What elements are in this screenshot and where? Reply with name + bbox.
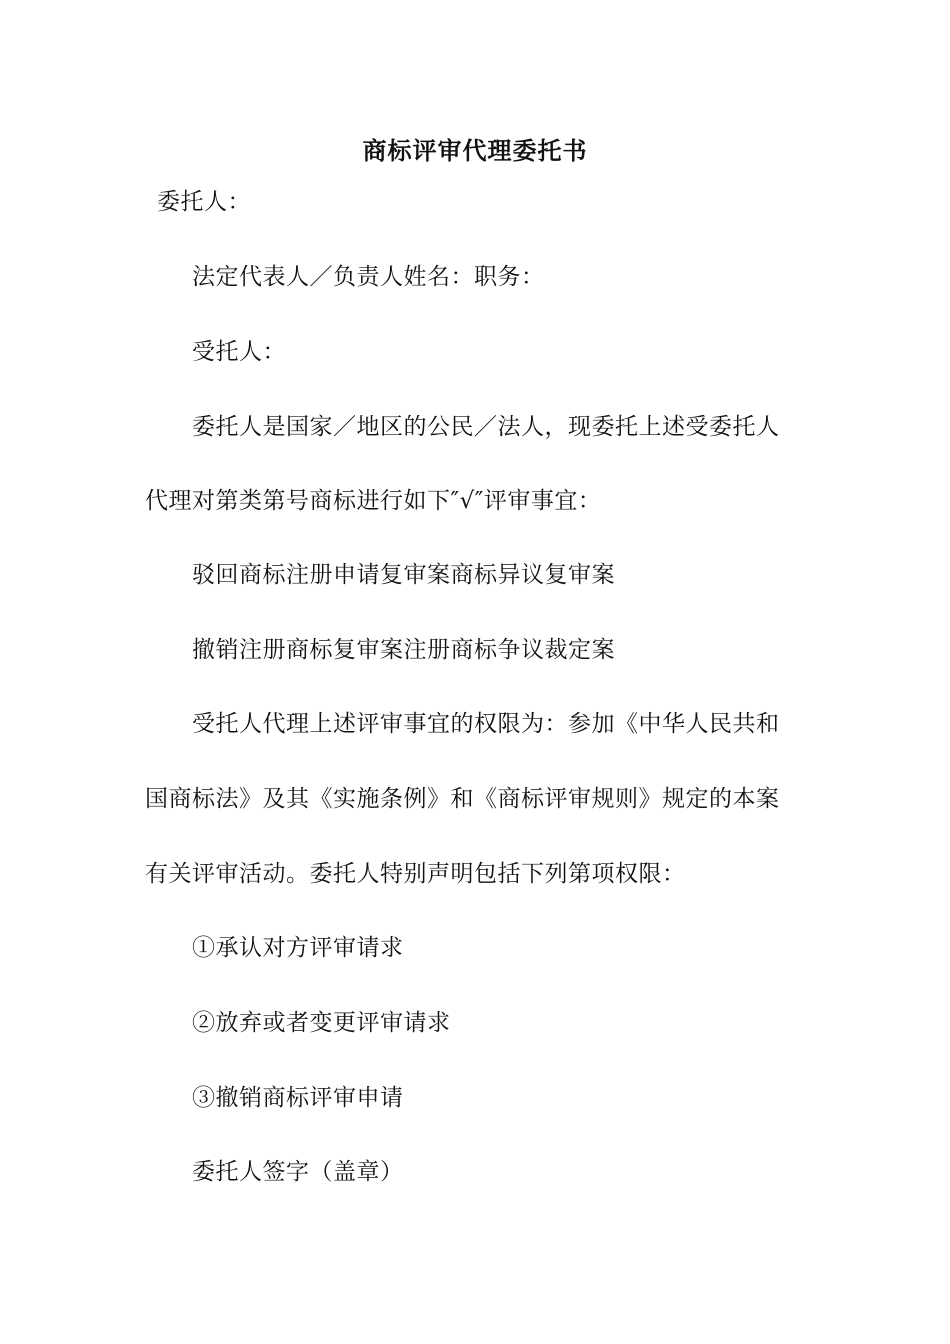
document-title: 商标评审代理委托书 (362, 136, 588, 165)
paragraph-line: 有关评审活动。委托人特别声明包括下列第项权限： (145, 861, 686, 887)
signature-line: 委托人签字（盖章） (192, 1159, 404, 1185)
paragraph-line: 国商标法》及其《实施条例》和《商标评审规则》规定的本案 (145, 786, 780, 812)
client-label: 委托人： (157, 189, 251, 215)
permission-item: ②放弃或者变更评审请求 (192, 1010, 451, 1036)
paragraph-line: 代理对第类第号商标进行如下″√″评审事宜： (145, 488, 602, 514)
paragraph-line: 受托人代理上述评审事宜的权限为：参加《中华人民共和 (192, 711, 780, 737)
case-type-line: 撤销注册商标复审案注册商标争议裁定案 (192, 637, 615, 663)
permission-item: ③撤销商标评审申请 (192, 1085, 404, 1111)
paragraph-line: 委托人是国家／地区的公民／法人，现委托上述受委托人 (192, 414, 780, 440)
case-type-line: 驳回商标注册申请复审案商标异议复审案 (192, 562, 615, 588)
permission-item: ①承认对方评审请求 (192, 935, 404, 961)
legal-representative-line: 法定代表人／负责人姓名：职务： (192, 264, 545, 290)
agent-label: 受托人： (192, 339, 286, 365)
